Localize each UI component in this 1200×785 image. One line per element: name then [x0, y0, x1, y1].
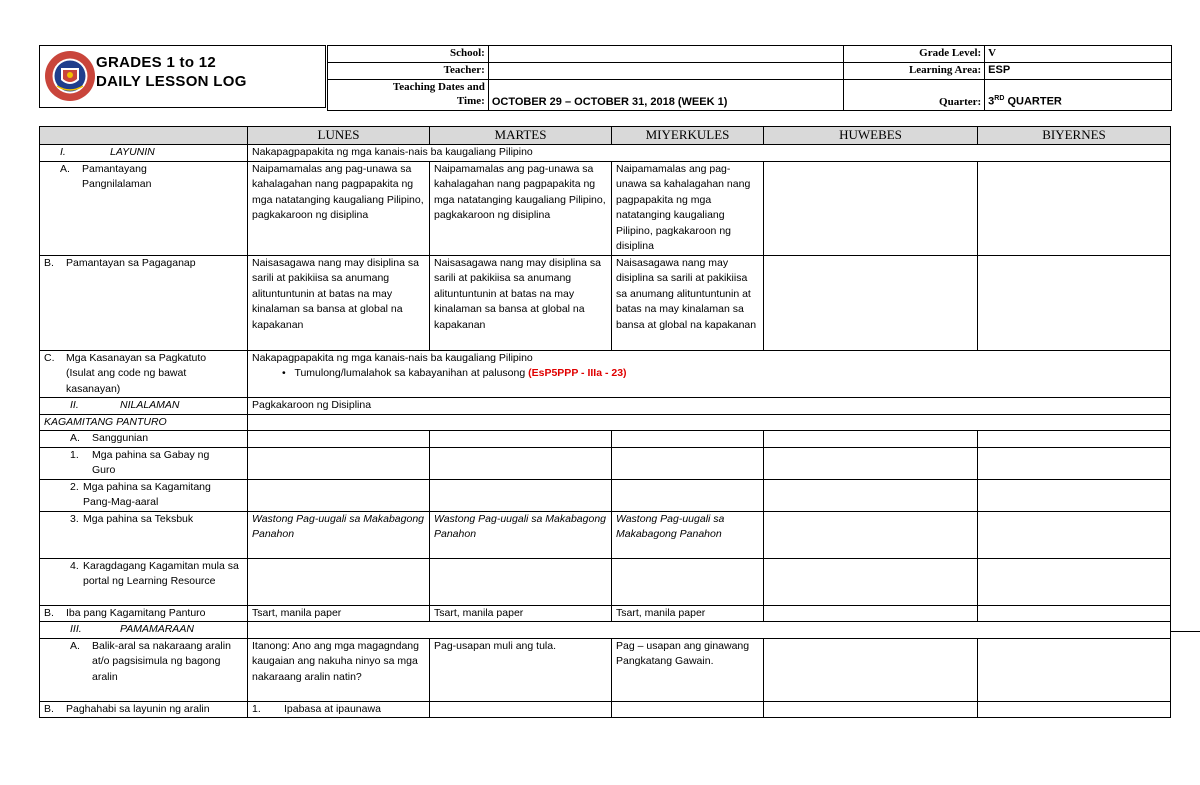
iba-huwebes: [764, 605, 978, 622]
c-bullet-item: • Tumulong/lumalahok sa kabayanihan at palusong (EsP5PPP - IIIa - 23): [282, 367, 627, 379]
school-field[interactable]: [488, 46, 844, 63]
balik-miyerkules: Pag – usapan ang ginawang Pangkatang Gawain.: [612, 638, 764, 701]
iba-miyerkules: Tsart, manila paper: [612, 605, 764, 622]
row-sanggunian: [40, 431, 1171, 448]
quarter-value[interactable]: [985, 80, 1172, 111]
layunin-label: [40, 145, 248, 162]
day-martes: MARTES: [430, 127, 612, 145]
table-edge-line: [1170, 631, 1200, 632]
sanggunian-label-cell: [40, 431, 248, 448]
row-karagdagang-kagamitan: [40, 558, 1171, 605]
karag-miyerkules: [612, 558, 764, 605]
a-title: Pamantayang Pangnilalaman: [82, 162, 152, 190]
gabay-title: Mga pahina sa Gabay ng Guro: [92, 448, 210, 476]
gabay-martes: [430, 447, 612, 479]
layunin-number: I.: [60, 146, 66, 158]
a-huwebes: [764, 161, 978, 255]
iba-martes: Tsart, manila paper: [430, 605, 612, 622]
teaching-dates-label: [328, 80, 489, 111]
row-nilalaman: [40, 398, 1171, 415]
gabay-biyernes: [978, 447, 1171, 479]
karag-label-cell: [40, 558, 248, 605]
teks-lunes: Wastong Pag-uugali sa Makabagong Panahon: [248, 511, 430, 558]
karag-huwebes: [764, 558, 978, 605]
nilalaman-label: [40, 398, 248, 415]
paghahabi-miyerkules: [612, 701, 764, 718]
row-iba-pang-kagamitan: [40, 605, 1171, 622]
paghahabi-label-cell: [40, 701, 248, 718]
quarter-label: Quarter:: [844, 80, 985, 111]
balik-letter: A.: [70, 639, 80, 652]
iba-lunes: Tsart, manila paper: [248, 605, 430, 622]
a-lunes: Naipamamalas ang pag-unawa sa kahalagahan nang pagpapakita ng mga natatanging kaugaliang Pilipino, pagkakaroon ng disiplina: [248, 161, 430, 255]
b-letter: B.: [44, 256, 54, 269]
b-miyerkules: Naisasagawa nang may disiplina sa sarili at pakikiisa sa anumang alituntuntunin at batas na may kinalaman sa bansa at global na kapakanan: [612, 255, 764, 350]
gabay-label-cell: [40, 447, 248, 479]
paghahabi-letter: B.: [44, 702, 54, 715]
a-miyerkules: Naipamamalas ang pag-unawa sa kahalagahan nang pagpapakita ng mga natatanging kaugaliang Pilipino, pagkakaroon ng disiplina: [612, 161, 764, 255]
gabay-miyerkules: [612, 447, 764, 479]
layunin-title: LAYUNIN: [110, 146, 155, 158]
a-biyernes: [978, 161, 1171, 255]
b-label-cell: [40, 255, 248, 350]
teaching-dates-label-line1: Teaching Dates and: [392, 81, 485, 93]
paghahabi-huwebes: [764, 701, 978, 718]
b-title: Pamantayan sa Pagaganap: [66, 256, 196, 269]
nilalaman-title: NILALAMAN: [120, 399, 180, 411]
pamamaraan-title: PAMAMARAAN: [120, 623, 194, 635]
c-label-cell: [40, 350, 248, 398]
teks-martes: Wastong Pag-uugali sa Makabagong Panahon: [430, 511, 612, 558]
teaching-dates-value[interactable]: OCTOBER 29 – OCTOBER 31, 2018 (WEEK 1): [488, 80, 844, 111]
balik-huwebes: [764, 638, 978, 701]
karag-lunes: [248, 558, 430, 605]
day-lunes: LUNES: [248, 127, 430, 145]
header-box: [39, 45, 326, 108]
teks-biyernes: [978, 511, 1171, 558]
quarter-superscript: RD: [994, 94, 1005, 102]
kag-martes: [430, 479, 612, 511]
kag-lunes: [248, 479, 430, 511]
iba-letter: B.: [44, 606, 54, 619]
paghahabi-biyernes: [978, 701, 1171, 718]
balik-lunes: Itanong: Ano ang mga magagndang kaugaian ang nakuha ninyo sa mga nakaraang aralin natin?: [248, 638, 430, 701]
kag-biyernes: [978, 479, 1171, 511]
kagamitan-label: KAGAMITANG PANTURO: [40, 414, 248, 431]
row-gabay-ng-guro: [40, 447, 1171, 479]
gabay-lunes: [248, 447, 430, 479]
teks-title: Mga pahina sa Teksbuk: [83, 512, 194, 525]
paghahabi-number: 1.: [252, 702, 261, 715]
pamamaraan-label: [40, 622, 248, 639]
c-bullet-text: Tumulong/lumalahok sa kabayanihan at palusong: [294, 367, 529, 379]
b-lunes: Naisasagawa nang may disiplina sa sarili at pakikiisa sa anumang alituntuntunin at batas na may kinalaman sa bansa at global na kapakanan: [248, 255, 430, 350]
karag-title: Karagdagang Kagamitan mula sa portal ng Learning Resource: [83, 559, 239, 587]
title-grades: GRADES 1 to 12: [96, 54, 217, 71]
gabay-huwebes: [764, 447, 978, 479]
quarter-number: 3: [988, 95, 995, 108]
balik-label-cell: [40, 638, 248, 701]
kagamitan-value: [248, 414, 1171, 431]
teacher-field[interactable]: [488, 63, 844, 80]
row-pamamaraan: [40, 622, 1171, 639]
learning-area-value[interactable]: ESP: [985, 63, 1172, 80]
pamamaraan-number: III.: [70, 623, 82, 635]
karag-biyernes: [978, 558, 1171, 605]
teks-huwebes: [764, 511, 978, 558]
iba-label-cell: [40, 605, 248, 622]
day-miyerkules: MIYERKULES: [612, 127, 764, 145]
row-balik-aral: [40, 638, 1171, 701]
quarter-word: QUARTER: [1004, 95, 1062, 108]
kag-huwebes: [764, 479, 978, 511]
pamamaraan-value: [248, 622, 1171, 639]
info-table: [327, 45, 1172, 111]
sanggunian-miyerkules: [612, 431, 764, 448]
days-header-row: [40, 127, 1171, 145]
teks-label-cell: [40, 511, 248, 558]
sanggunian-biyernes: [978, 431, 1171, 448]
iba-biyernes: [978, 605, 1171, 622]
a-letter: A.: [60, 162, 70, 175]
paghahabi-title: Paghahabi sa layunin ng aralin: [66, 702, 210, 715]
balik-martes: Pag-usapan muli ang tula.: [430, 638, 612, 701]
learning-area-label: Learning Area:: [844, 63, 985, 80]
row-paghahabi: [40, 701, 1171, 718]
day-huwebes: HUWEBES: [764, 127, 978, 145]
c-value: Nakapagpapakita ng mga kanais-nais ba kaugaliang Pilipino: [252, 351, 533, 364]
balik-title: Balik-aral sa nakaraang aralin at/o pagsisimula ng bagong aralin: [92, 639, 231, 683]
a-label-cell: [40, 161, 248, 255]
sanggunian-letter: A.: [70, 432, 80, 444]
school-label: School:: [328, 46, 489, 63]
lesson-log-table: [39, 126, 1171, 718]
c-letter: C.: [44, 351, 55, 364]
day-biyernes: BIYERNES: [978, 127, 1171, 145]
sanggunian-title: Sanggunian: [92, 432, 149, 444]
row-teksbuk: [40, 511, 1171, 558]
b-huwebes: [764, 255, 978, 350]
sanggunian-martes: [430, 431, 612, 448]
title-daily-lesson-log: DAILY LESSON LOG: [96, 73, 247, 90]
paghahabi-lunes: [248, 701, 430, 718]
karag-number: 4.: [70, 559, 79, 572]
nilalaman-number: II.: [70, 399, 79, 411]
teks-miyerkules: Wastong Pag-uugali sa Makabagong Panahon: [612, 511, 764, 558]
teacher-label: Teacher:: [328, 63, 489, 80]
row-pamantayang-pangnilalaman: [40, 161, 1171, 255]
balik-biyernes: [978, 638, 1171, 701]
row-kagamitang-panturo: [40, 414, 1171, 431]
sanggunian-lunes: [248, 431, 430, 448]
layunin-value: Nakapagpapakita ng mga kanais-nais ba kaugaliang Pilipino: [248, 145, 1171, 162]
sanggunian-huwebes: [764, 431, 978, 448]
b-martes: Naisasagawa nang may disiplina sa sarili at pakikiisa sa anumang alituntuntunin at batas na may kinalaman sa bansa at global na kapakanan: [430, 255, 612, 350]
kag-title: Mga pahina sa Kagamitang Pang-Mag-aaral: [83, 480, 211, 508]
teaching-dates-label-line2: Time:: [456, 95, 485, 107]
paghahabi-text: Ipabasa at ipaunawa: [284, 702, 381, 715]
teks-number: 3.: [70, 512, 79, 525]
row-kasanayan: [40, 350, 1171, 398]
row-kagamitang-pang-mag-aaral: [40, 479, 1171, 511]
row-pamantayan-sa-pagaganap: [40, 255, 1171, 350]
karag-martes: [430, 558, 612, 605]
b-biyernes: [978, 255, 1171, 350]
c-title: Mga Kasanayan sa Pagkatuto (Isulat ang code ng bawat kasanayan): [66, 351, 207, 395]
grade-level-value[interactable]: V: [985, 46, 1172, 63]
grade-level-label: Grade Level:: [844, 46, 985, 63]
deped-seal-icon: [44, 50, 96, 102]
c-competency-code: (EsP5PPP - IIIa - 23): [528, 367, 627, 379]
kag-number: 2.: [70, 480, 79, 493]
gabay-number: 1.: [70, 448, 79, 461]
nilalaman-value: Pagkakaroon ng Disiplina: [248, 398, 1171, 415]
a-martes: Naipamamalas ang pag-unawa sa kahalagahan nang pagpapakita ng mga natatanging kaugaliang Pilipino, pagkakaroon ng disiplina: [430, 161, 612, 255]
c-value-cell: [248, 350, 1171, 398]
paghahabi-martes: [430, 701, 612, 718]
iba-title: Iba pang Kagamitang Panturo: [66, 606, 206, 619]
header-blank: [40, 127, 248, 145]
row-layunin: [40, 145, 1171, 162]
kag-label-cell: [40, 479, 248, 511]
kag-miyerkules: [612, 479, 764, 511]
